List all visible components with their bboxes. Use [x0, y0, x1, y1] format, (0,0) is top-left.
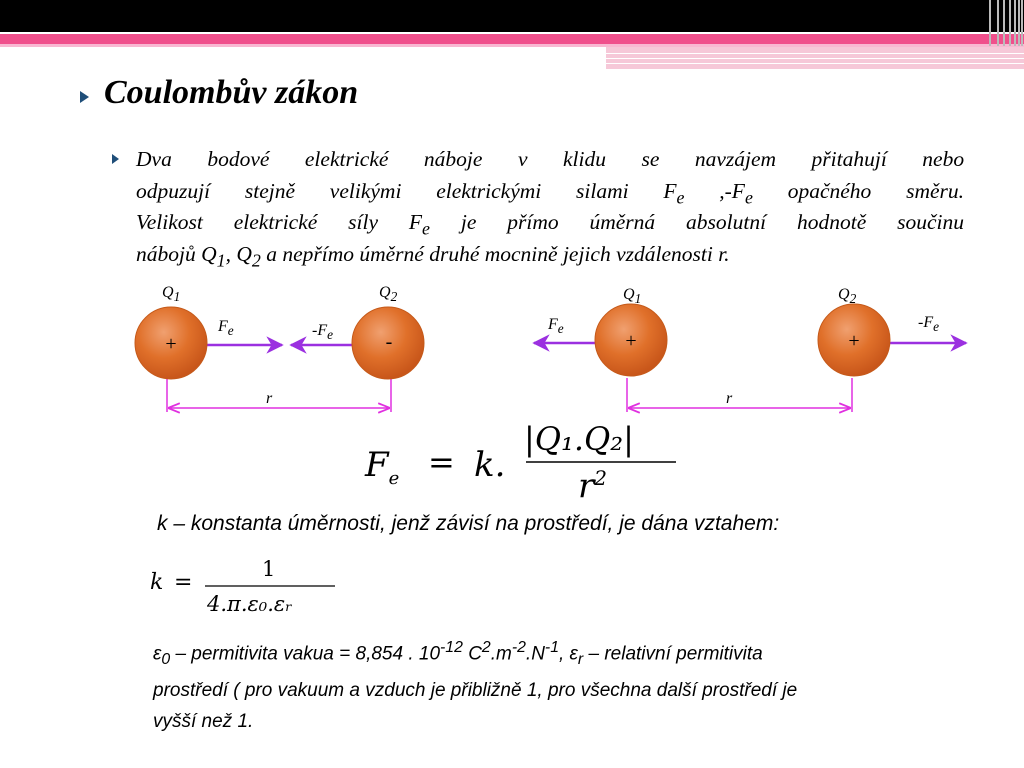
formula1-equals: = [428, 443, 455, 481]
right-diagram [534, 304, 966, 412]
word: elektrické [304, 147, 389, 171]
force-label-minus-fe: $-F_e$ [918, 314, 940, 335]
subscript: e [744, 186, 753, 207]
left-diagram [135, 307, 424, 412]
note-line-2: prostředí ( pro vakuum a vzduch je přibližně 1, pro všechna další prostředí je [153, 680, 798, 702]
distance-label: r [266, 390, 273, 407]
subscript: 2 [251, 249, 261, 270]
word: nebo [922, 147, 965, 171]
word: přitahují [811, 147, 887, 171]
subscript: e [422, 218, 430, 239]
force-label-minus-fe: $-F_e$ [312, 322, 334, 343]
text: ,-F [684, 178, 745, 203]
word: bodové [207, 147, 270, 171]
subscript: e [676, 186, 685, 207]
slide-title: Coulombův zákon [104, 74, 359, 111]
charge-q2-label: $Q_2$ [838, 286, 857, 307]
word: v [517, 147, 528, 171]
charge-q2-label: $Q_2$ [379, 284, 398, 305]
charge-q2-sign: - [385, 331, 393, 353]
word: klidu [562, 147, 606, 171]
charge-q1-label: $Q_1$ [162, 284, 181, 305]
formula2-equals: = [174, 570, 193, 595]
word: Dva [136, 147, 172, 171]
word: se [641, 147, 660, 171]
note-line-3: vyšší než 1. [153, 711, 254, 733]
charge-q1-sign: + [625, 330, 637, 352]
word: navzájem [694, 147, 777, 171]
formula2-lhs: k [150, 570, 164, 595]
formula1-numerator: |Q₁.Q₂| [524, 420, 634, 458]
text: je přímo úměrná absolutní hodnotě součinu [429, 210, 964, 234]
text: opačného směru. [752, 178, 965, 203]
formula1-k: k. [474, 445, 506, 485]
word: náboje [423, 147, 483, 171]
text: a nepřímo úměrné druhé mocnině jejich vzdálenosti r. [260, 241, 730, 266]
text: Velikost elektrické síly F [136, 210, 423, 234]
subscript: 1 [216, 249, 226, 270]
formula1-denominator: $r^2$ [578, 466, 607, 507]
text: , Q [225, 241, 252, 266]
formula2-numerator: 1 [262, 557, 276, 581]
charge-q2-sign: + [848, 330, 860, 352]
charge-q1-sign: + [165, 333, 177, 355]
distance-label: r [726, 390, 733, 407]
force-label-fe: $F_e$ [218, 318, 234, 339]
text: nábojů Q [136, 241, 217, 266]
permittivity-note [153, 632, 953, 737]
force-label-fe: $F_e$ [548, 316, 564, 337]
formula1-lhs: $F_e$ [365, 445, 400, 489]
text: odpuzují stejně velikými elektrickými silami F [136, 178, 677, 203]
charge-q1-label: $Q_1$ [623, 286, 642, 307]
k-description: k – konstanta úměrnosti, jenž závisí na prostředí, je dána vztahem: [157, 512, 780, 535]
formula2-denominator: 4.π.ε₀.εᵣ [207, 592, 293, 616]
note-line-1: $\varepsilon_0$ – permitivita vakua = 8,854 . $10^{-12}$ $C^2.m^{-2}.N^{-1}$, $\varepsilon_r$ – relativní permitivita [153, 639, 763, 669]
